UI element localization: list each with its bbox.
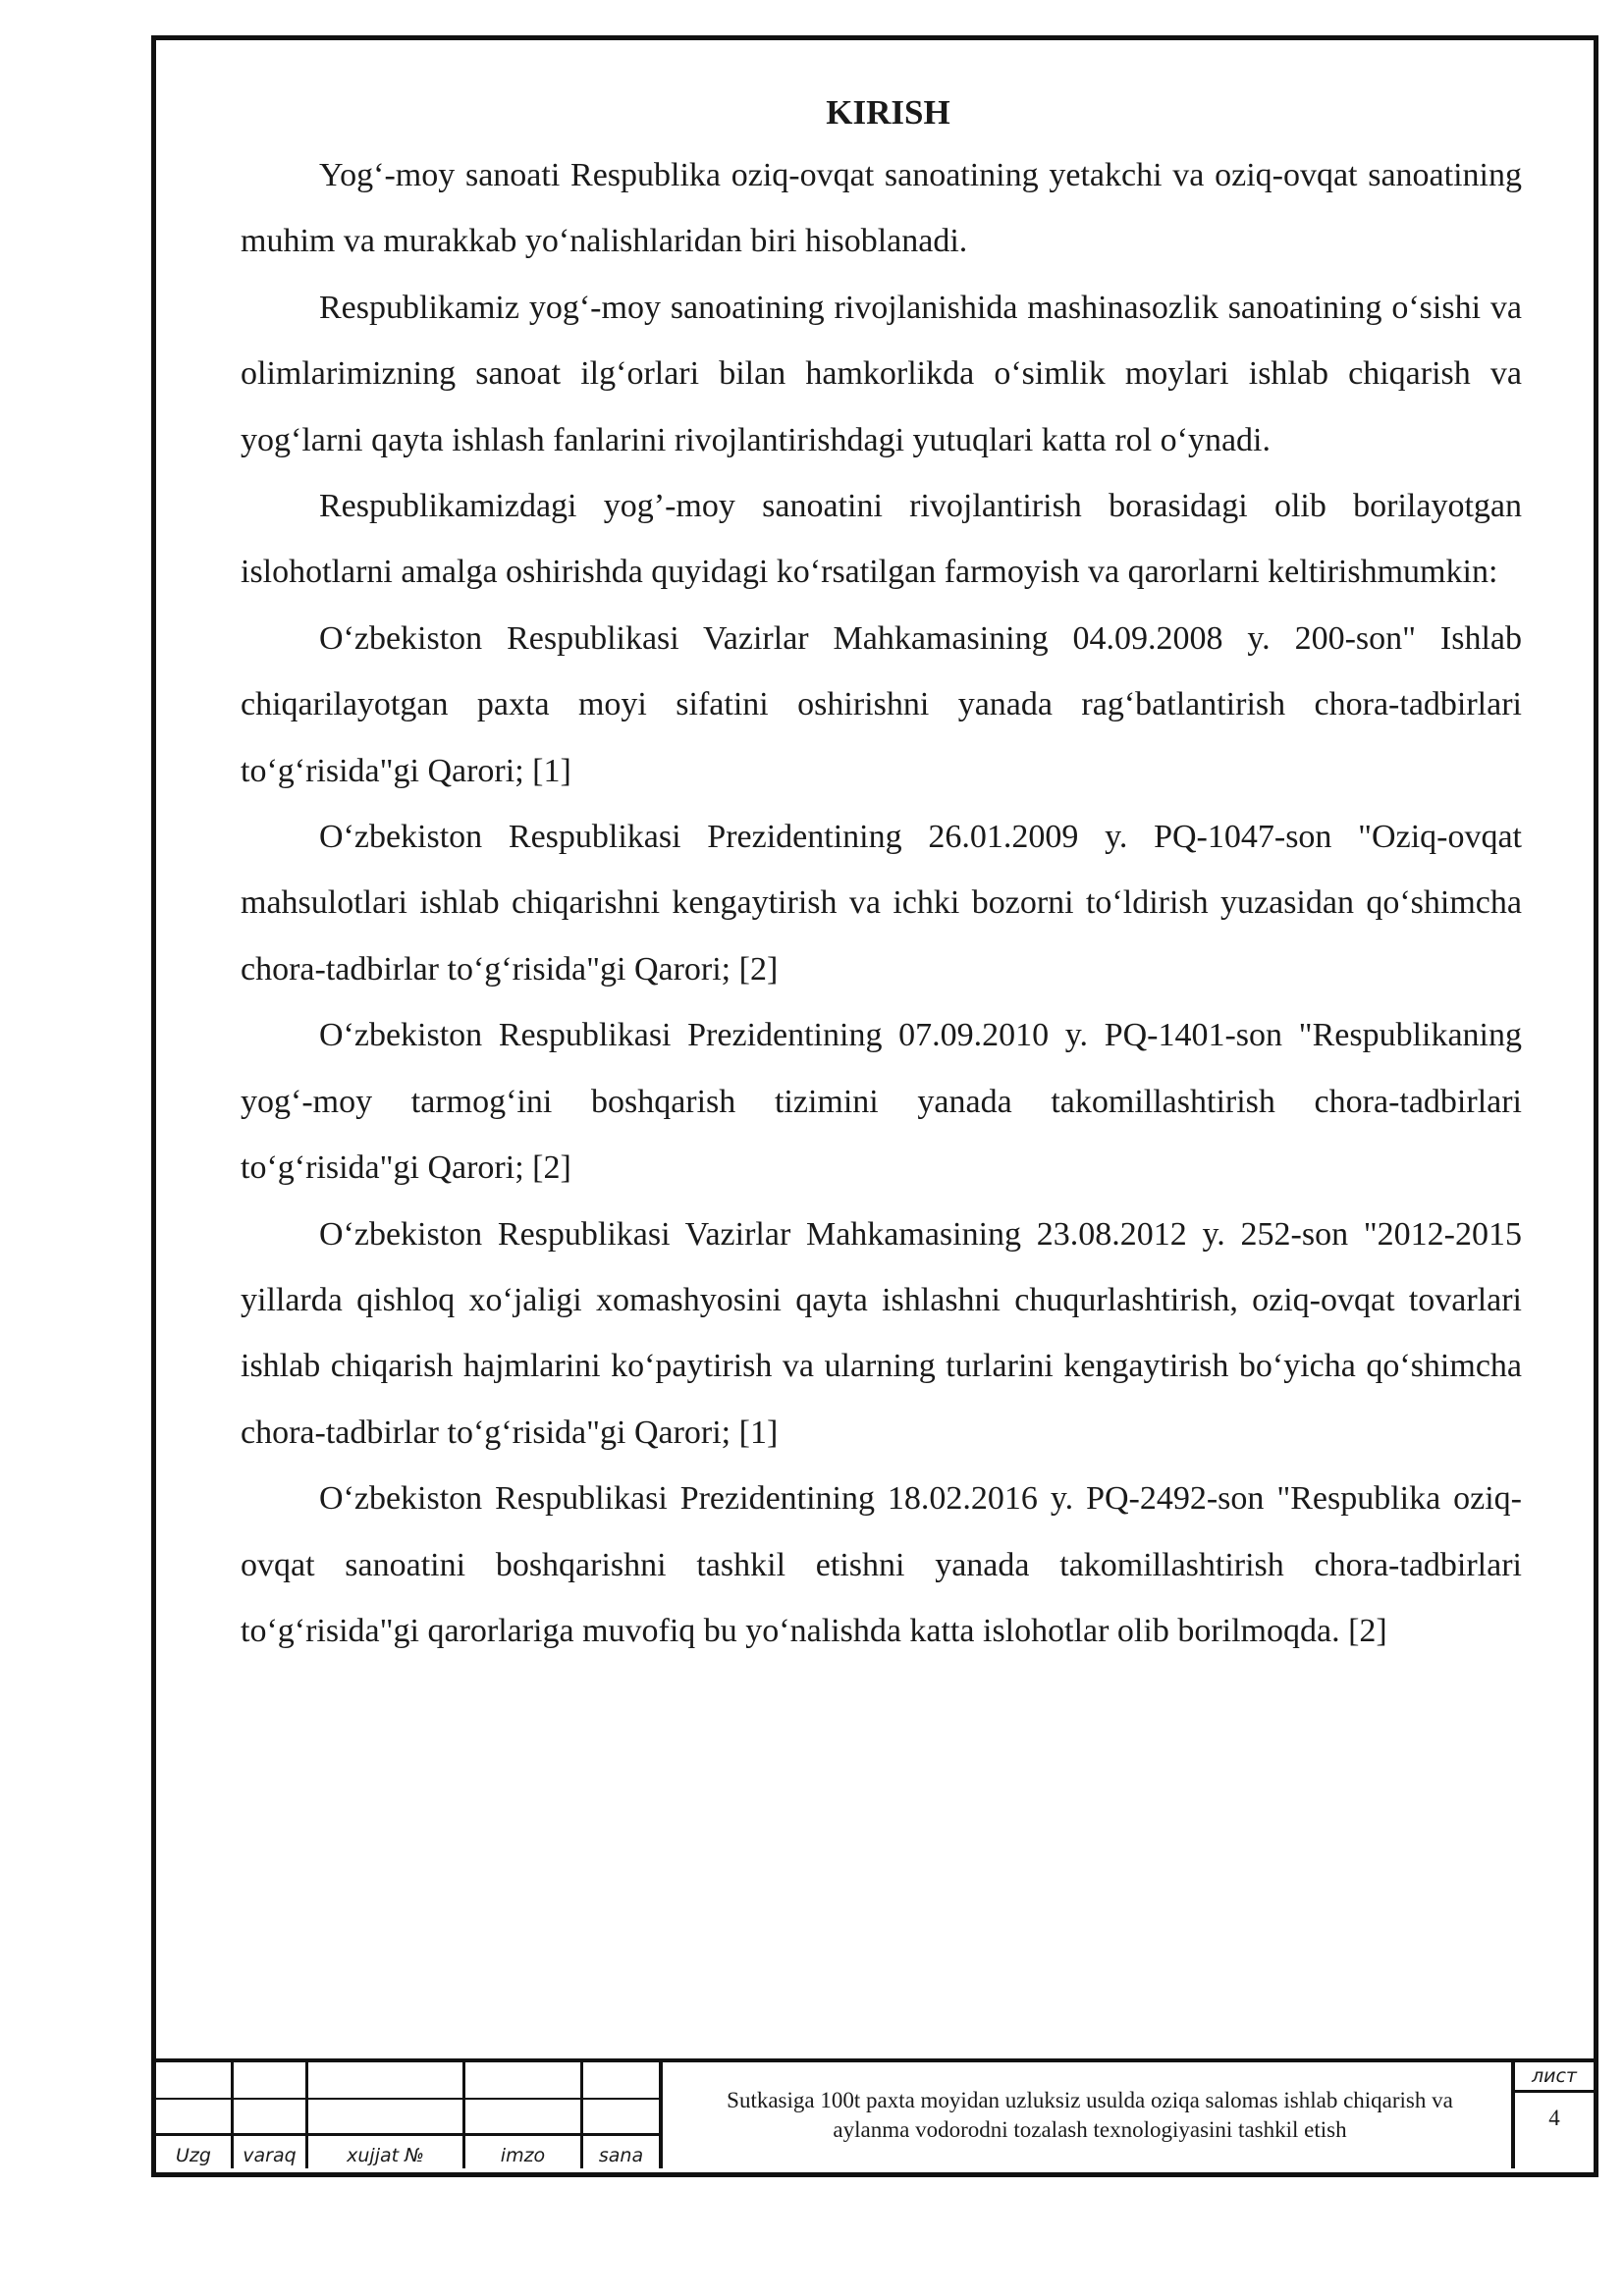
- project-title: [663, 2062, 1517, 2168]
- paragraph-decree-2009: O‘zbekiston Respublikasi Prezidentining 26.01.2009 y. PQ-1047-son "Oziq-ovqat mahsulotlari ishlab chiqarishni kengaytirish va ichki bozorni to‘ldirish yuzasidan qo‘shimcha chora-tadbirlar to‘g‘risida"gi Qarori; [2]: [241, 819, 1522, 988]
- title-block: [156, 2058, 1594, 2172]
- paragraph-intro: Yog‘-moy sanoati Respublika oziq-ovqat sanoatining yetakchi va oziq-ovqat sanoatining muhim va murakkab yo‘nalishlaridan biri hisoblanadi.: [241, 157, 1522, 260]
- grid-row-line: [156, 2133, 659, 2136]
- paragraph-decree-2012: O‘zbekiston Respublikasi Vazirlar Mahkamasining 23.08.2012 y. 252-son "2012-2015 yillarda qishloq xo‘jaligi xomashyosini qayta ishlashni chuqurlashtirish, oziq-ovqat tovarlari ishlab chiqarish hajmlarini ko‘paytirish va ularning turlarini kengaytirish bo‘yicha qo‘shimcha chora-tadbirlar to‘g‘risida"gi Qarori; [1]: [241, 1215, 1522, 1451]
- paragraph-decree-2016: O‘zbekiston Respublikasi Prezidentining 18.02.2016 y. PQ-2492-son "Respublika oziq-ovqat sanoatini boshqarishni tashkil etishni yanada takomillashtirish chora-tadbirlari to‘g‘risida"gi qarorlariga muvofiq bu yo‘nalishda katta islohotlar olib borilmoqda. [2]: [241, 1480, 1522, 1649]
- sheet-label: лист: [1515, 2062, 1594, 2093]
- paragraph-decree-2008: O‘zbekiston Respublikasi Vazirlar Mahkamasining 04.09.2008 y. 200-son" Ishlab chiqarilayotgan paxta moyi sifatini oshirishni yanada rag‘batlantirish chora-tadbirlari to‘g‘risida"gi Qarori; [1]: [241, 619, 1522, 789]
- paragraph-reforms: Respublikamizdagi yog’-moy sanoatini rivojlantirish borasidagi olib borilayotgan islohotlarni amalga oshirishda quyidagi ko‘rsatilgan farmoyish va qarorlarni keltirishmumkin:: [241, 488, 1522, 591]
- project-title-line1: Sutkasiga 100t paxta moyidan uzluksiz usulda oziqa salomas ishlab chiqarish va: [727, 2088, 1453, 2112]
- page-frame: [151, 35, 1598, 2177]
- paragraph-decree-2010: O‘zbekiston Respublikasi Prezidentining 07.09.2010 y. PQ-1401-son "Respublikaning yog‘-moy tarmog‘ini boshqarish tizimini yanada takomillashtirish chora-tadbirlari to‘g‘risida"gi Qarori; [2]: [241, 1017, 1522, 1187]
- label-uzg: Uzg: [176, 2145, 211, 2166]
- label-sana: sana: [598, 2145, 644, 2166]
- page-title: KIRISH: [826, 93, 950, 132]
- project-title-line2: aylanma vodorodni tozalash texnologiyasini tashkil etish: [833, 2117, 1347, 2142]
- label-xujjat: xujjat №: [347, 2145, 424, 2166]
- grid-row-line: [156, 2098, 659, 2100]
- revision-grid: [156, 2062, 663, 2168]
- label-varaq: varaq: [243, 2145, 297, 2166]
- page-number: 4: [1548, 2106, 1560, 2130]
- paragraph-industry-growth: Respublikamiz yog‘-moy sanoatining rivojlanishida mashinasozlik sanoatining o‘sishi va olimlarimizning sanoat ilg‘orlari bilan hamkorlikda o‘simlik moylari ishlab chiqarish va yog‘larni qayta ishlash fanlarini rivojlantirishdagi yutuqlari katta rol o‘ynadi.: [241, 289, 1522, 458]
- sheet-box: [1511, 2062, 1594, 2168]
- label-imzo: imzo: [500, 2145, 546, 2166]
- document-body: [241, 93, 1522, 1664]
